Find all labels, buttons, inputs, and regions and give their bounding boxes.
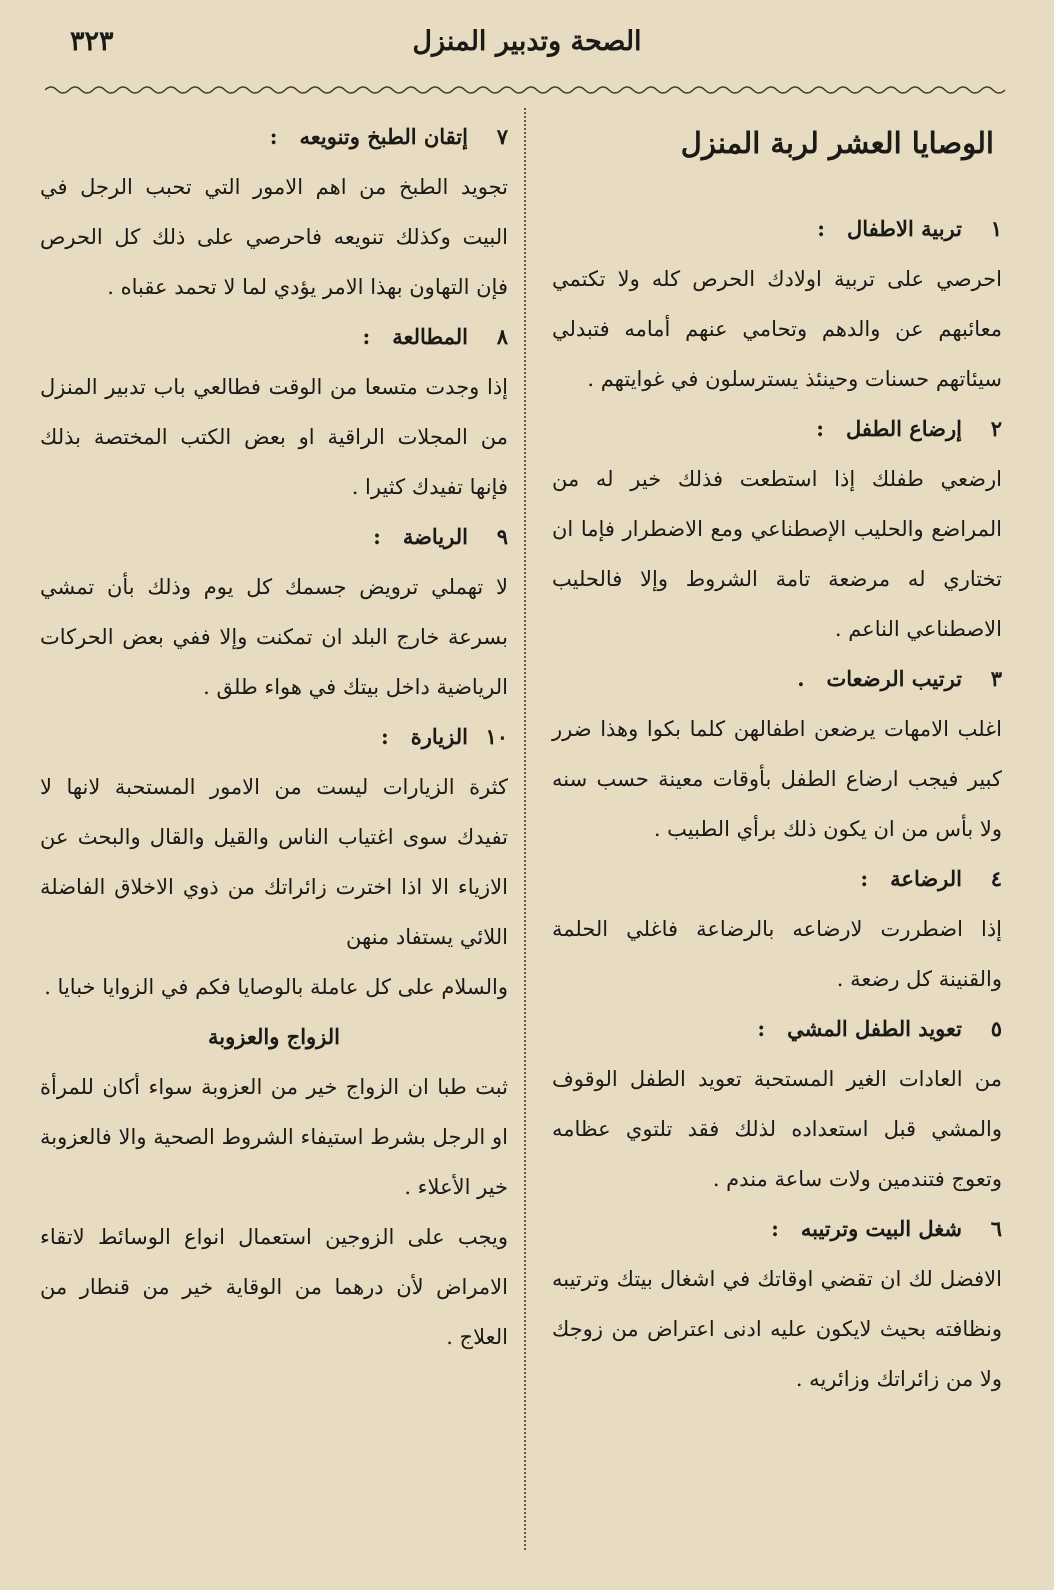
section-paragraph: اغلب الامهات يرضعن اطفالهن كلما بكوا وهذا ضرر كبير فيجب ارضاع الطفل بأوقات معينة حسب سنه ولا بأس من ان يكون ذلك برأي الطبيب . [552, 717, 1002, 841]
section-colon: : [269, 124, 278, 149]
article-title: الوصايا العشر لربة المنزل [680, 126, 994, 160]
section-heading-text: إتقان الطبخ وتنويعه [299, 124, 468, 149]
section-number: ٤ [990, 866, 1002, 891]
section-paragraph: لا تهملي ترويض جسمك كل يوم وذلك بأن تمشي بسرعة خارج البلد ان تمكنت وإلا ففي بعض الحركات الرياضية داخل بيتك في هواء طلق . [40, 575, 508, 699]
section-heading [40, 512, 508, 562]
section-heading-text: المطالعة [392, 324, 468, 349]
section-colon: . [797, 666, 805, 691]
section-colon: : [362, 324, 371, 349]
section-heading [552, 204, 1002, 254]
section-heading-text: الزيارة [410, 724, 468, 749]
section-paragraph: ارضعي طفلك إذا استطعت فذلك خير له من المراضع والحليب الإصطناعي ومع الاضطرار فإما ان تختاري له مرضعة تامة الشروط وإلا فالحليب الاصطناعي الناعم . [552, 467, 1002, 641]
section-heading-text: تربية الاطفال [847, 216, 962, 241]
section-heading-text: الرياضة [402, 524, 468, 549]
section-heading-text: شغل البيت وترتيبه [800, 1216, 962, 1241]
section-colon: : [771, 1216, 779, 1241]
section-number: ١٠ [485, 724, 508, 749]
section-heading [40, 112, 508, 162]
section-heading-text: إرضاع الطفل [845, 416, 962, 441]
section-paragraph: إذا وجدت متسعا من الوقت فطالعي باب تدبير المنزل من المجلات الراقية او بعض الكتب المختصة بذلك فإنها تفيدك كثيرا . [40, 375, 508, 499]
section-number: ٥ [990, 1016, 1002, 1041]
section-number: ٩ [496, 524, 508, 549]
section-number: ٨ [496, 324, 508, 349]
section-colon: : [381, 724, 389, 749]
section-colon: : [757, 1016, 766, 1041]
section-number: ٣ [990, 666, 1002, 691]
section-number: ٢ [990, 416, 1002, 441]
section-heading [552, 854, 1002, 904]
section-paragraph: تجويد الطبخ من اهم الامور التي تحبب الرجل في البيت وكذلك تنويعه فاحرصي على ذلك كل الحرص فإن التهاون بهذا الامر يؤدي لما لا تحمد عقباه . [40, 175, 508, 299]
subsection-title: الزواج والعزوبة [208, 1024, 340, 1049]
section-heading-text: تعويد الطفل المشي [787, 1016, 962, 1041]
section-heading [552, 1204, 1002, 1254]
section-paragraph: إذا اضطررت لارضاعه بالرضاعة فاغلي الحلمة والقنينة كل رضعة . [552, 917, 1002, 991]
section-heading [552, 654, 1002, 704]
closing-paragraph: والسلام على كل عاملة بالوصايا فكم في الزوايا خبايا . [44, 975, 508, 999]
section-heading [552, 1004, 1002, 1054]
page-number: ٣٢٣ [70, 26, 114, 57]
section-colon: : [817, 216, 825, 241]
section-number: ١ [990, 216, 1002, 241]
left-column [40, 112, 508, 1560]
section-colon: : [860, 866, 869, 891]
section-colon: : [816, 416, 824, 441]
header-wavy-rule [45, 84, 1009, 96]
section-number: ٦ [990, 1216, 1002, 1241]
section-number: ٧ [496, 124, 508, 149]
section-heading-text: ترتيب الرضعات [826, 666, 962, 691]
section-heading [40, 712, 508, 762]
page-header [40, 18, 1014, 80]
subsection-paragraph: ويجب على الزوجين استعمال انواع الوسائط لاتقاء الامراض لأن درهما من الوقاية خير من قنطار من العلاج . [40, 1225, 508, 1349]
column-divider [524, 108, 526, 1550]
section-colon: : [373, 524, 381, 549]
section-paragraph: كثرة الزيارات ليست من الامور المستحبة لانها لا تفيدك سوى اغتياب الناس والقيل والقال والبحث عن الازياء الا اذا اخترت زائراتك من ذوي الاخلاق الفاضلة اللائي يستفاد منهن [40, 775, 508, 949]
section-paragraph: من العادات الغير المستحبة تعويد الطفل الوقوف والمشي قبل استعداده لذلك فقد تلتوي عظامه وتعوج فتندمين ولات ساعة مندم . [552, 1067, 1002, 1191]
section-heading [40, 312, 508, 362]
section-paragraph: احرصي على تربية اولادك الحرص كله ولا تكتمي معائبهم عن والدهم وتحامي عنهم أمامه فتبدلي سيئاتهم حسنات وحينئذ يسترسلون في غوايتهم . [552, 267, 1002, 391]
section-heading-text: الرضاعة [890, 866, 962, 891]
subsection-paragraph: ثبت طبا ان الزواج خير من العزوبة سواء أكان للمرأة او الرجل بشرط استيفاء الشروط الصحية والا فالعزوبة خير الأعلاء . [40, 1075, 508, 1199]
running-title: الصحة وتدبير المنزل [412, 26, 642, 57]
section-heading [552, 404, 1002, 454]
section-paragraph: الافضل لك ان تقضي اوقاتك في اشغال بيتك وترتيبه ونظافته بحيث لايكون عليه ادنى اعتراض من زوجك ولا من زائراتك وزائريه . [552, 1267, 1002, 1391]
right-column [552, 112, 1002, 1560]
